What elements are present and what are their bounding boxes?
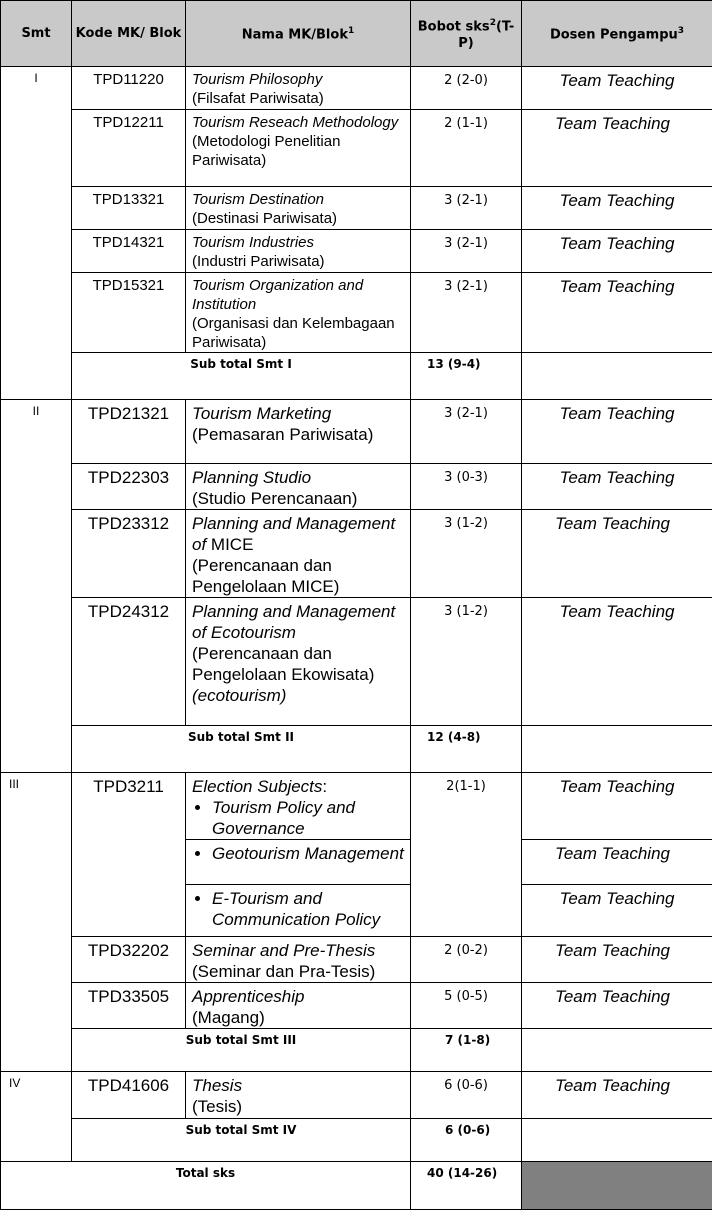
- subtotal-value: 12 (4-8): [411, 726, 522, 773]
- header-nama: Nama MK/Blok$^1$: [186, 1, 411, 67]
- course-sks: 2 (2-0): [411, 67, 522, 110]
- table-row: [1, 983, 712, 1029]
- table-header-row: [1, 1, 712, 67]
- course-sks: 3 (1-2): [411, 598, 522, 726]
- course-lecturer: Team Teaching: [522, 400, 712, 464]
- course-lecturer: Team Teaching: [522, 840, 712, 885]
- course-name: Planning and Management of Ecotourism (Perencanaan dan Pengelolaan Ekowisata) (ecotourism): [186, 598, 411, 726]
- semester-label: II: [1, 400, 72, 773]
- subtotal-empty: [522, 1029, 712, 1072]
- course-sks: 3 (2-1): [411, 230, 522, 273]
- course-sks: 3 (2-1): [411, 187, 522, 230]
- header-kode: Kode MK/ Blok: [72, 1, 186, 67]
- header-dosen: Dosen Pengampu$^3$: [522, 1, 712, 67]
- course-lecturer: Team Teaching: [522, 937, 712, 983]
- course-sks: 3 (0-3): [411, 464, 522, 510]
- subtotal-row: [1, 353, 712, 400]
- elective-item: • E-Tourism and Communication Policy: [212, 888, 404, 930]
- course-code: TPD12211: [72, 110, 186, 187]
- course-name: Election Subjects: • Tourism Policy and Governance: [186, 773, 411, 840]
- semester-label: IV: [1, 1072, 72, 1162]
- course-code: TPD24312: [72, 598, 186, 726]
- subtotal-empty: [522, 1119, 712, 1162]
- course-sks: 5 (0-5): [411, 983, 522, 1029]
- total-value: 40 (14-26): [411, 1162, 522, 1210]
- course-name: Tourism Organization and Institution (Organisasi dan Kelembagaan Pariwisata): [186, 273, 411, 353]
- table-row: [1, 937, 712, 983]
- table-row: [1, 1072, 712, 1119]
- semester-label: III: [1, 773, 72, 1072]
- course-lecturer: Team Teaching: [522, 510, 712, 598]
- subtotal-label: Sub total Smt II: [72, 726, 411, 773]
- course-name: Thesis (Tesis): [186, 1072, 411, 1119]
- table-row: [1, 464, 712, 510]
- total-shaded-cell: [522, 1162, 712, 1210]
- course-sks: 3 (2-1): [411, 273, 522, 353]
- header-smt: Smt: [1, 1, 72, 67]
- course-code: TPD14321: [72, 230, 186, 273]
- table-row: [1, 110, 712, 187]
- course-lecturer: Team Teaching: [522, 773, 712, 840]
- subtotal-label: Sub total Smt I: [72, 353, 411, 400]
- subtotal-empty: [522, 353, 712, 400]
- course-code: TPD13321: [72, 187, 186, 230]
- subtotal-row: [1, 1029, 712, 1072]
- course-code: TPD23312: [72, 510, 186, 598]
- course-name: [186, 885, 411, 937]
- course-code: TPD15321: [72, 273, 186, 353]
- subtotal-value: 13 (9-4): [411, 353, 522, 400]
- course-name: [186, 840, 411, 885]
- course-name: Tourism Marketing (Pemasaran Pariwisata): [186, 400, 411, 464]
- course-code: TPD11220: [72, 67, 186, 110]
- table-row: [1, 598, 712, 726]
- subtotal-row: [1, 726, 712, 773]
- table-row: [1, 187, 712, 230]
- subtotal-value: 7 (1-8): [411, 1029, 522, 1072]
- course-name: Apprenticeship (Magang): [186, 983, 411, 1029]
- course-sks: 3 (2-1): [411, 400, 522, 464]
- course-lecturer: Team Teaching: [522, 464, 712, 510]
- course-code: TPD3211: [72, 773, 186, 937]
- course-name: Tourism Destination (Destinasi Pariwisata): [186, 187, 411, 230]
- table-row: [1, 400, 712, 464]
- table-row: [1, 510, 712, 598]
- course-lecturer: Team Teaching: [522, 230, 712, 273]
- course-code: TPD32202: [72, 937, 186, 983]
- course-code: TPD21321: [72, 400, 186, 464]
- course-lecturer: Team Teaching: [522, 1072, 712, 1119]
- course-lecturer: Team Teaching: [522, 885, 712, 937]
- course-name: Planning Studio (Studio Perencanaan): [186, 464, 411, 510]
- course-name: Tourism Industries (Industri Pariwisata): [186, 230, 411, 273]
- elective-item: • Geotourism Management: [212, 843, 404, 864]
- elective-item: • Tourism Policy and Governance: [212, 797, 404, 839]
- course-code: TPD41606: [72, 1072, 186, 1119]
- course-code: TPD33505: [72, 983, 186, 1029]
- course-lecturer: Team Teaching: [522, 67, 712, 110]
- course-sks: 2 (0-2): [411, 937, 522, 983]
- header-bobot: Bobot sks$^2$(T-P): [411, 1, 522, 67]
- table-row: [1, 230, 712, 273]
- course-lecturer: Team Teaching: [522, 110, 712, 187]
- course-lecturer: Team Teaching: [522, 983, 712, 1029]
- table-row: [1, 773, 712, 840]
- course-sks: 2(1-1): [411, 773, 522, 937]
- subtotal-empty: [522, 726, 712, 773]
- subtotal-value: 6 (0-6): [411, 1119, 522, 1162]
- course-lecturer: Team Teaching: [522, 187, 712, 230]
- semester-label: I: [1, 67, 72, 400]
- table-row: [1, 273, 712, 353]
- total-label: Total sks: [1, 1162, 411, 1210]
- total-row: [1, 1162, 712, 1210]
- table-row: [1, 67, 712, 110]
- course-lecturer: Team Teaching: [522, 273, 712, 353]
- subtotal-label: Sub total Smt III: [72, 1029, 411, 1072]
- course-code: TPD22303: [72, 464, 186, 510]
- subtotal-label: Sub total Smt IV: [72, 1119, 411, 1162]
- course-sks: 2 (1-1): [411, 110, 522, 187]
- course-name: Seminar and Pre-Thesis (Seminar dan Pra-Tesis): [186, 937, 411, 983]
- course-sks: 6 (0-6): [411, 1072, 522, 1119]
- course-name: Planning and Management of MICE (Perencanaan dan Pengelolaan MICE): [186, 510, 411, 598]
- course-name: Tourism Philosophy (Filsafat Pariwisata): [186, 67, 411, 110]
- subtotal-row: [1, 1119, 712, 1162]
- course-lecturer: Team Teaching: [522, 598, 712, 726]
- course-sks: 3 (1-2): [411, 510, 522, 598]
- course-name: Tourism Reseach Methodology (Metodologi Penelitian Pariwisata): [186, 110, 411, 187]
